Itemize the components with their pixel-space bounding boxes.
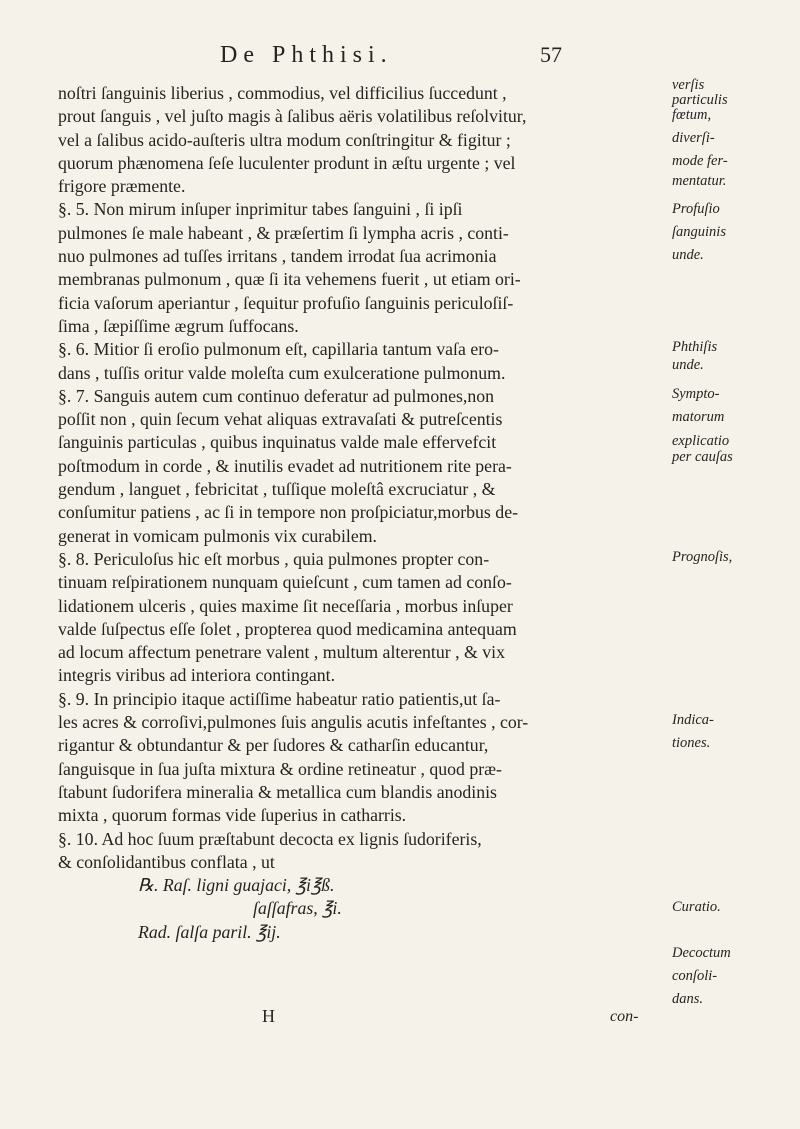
margin-note: conſoli- [672,968,718,984]
recipe-line [58,897,688,920]
margin-note: Sympto- [672,386,720,402]
text-line: tinuam reſpirationem nunquam quieſcunt , cum tamen ad conſo- [58,572,512,593]
text-line: quorum phænomena ſeſe luculenter produnt in æſtu urgente ; vel [58,152,516,173]
text-line: vel a ſalibus acido-auſteris ultra modum conſtringitur & figitur ; [58,129,511,150]
margin-note: tiones. [672,735,711,751]
text-line: §. 8. Periculoſus hic eſt morbus , quia pulmones propter con- [58,548,490,569]
text-line: §. 10. Ad hoc ſuum præſtabunt decocta ex lignis ſudoriferis, [58,828,482,849]
text-line: rigantur & obtundantur & per ſudores & catharſin educantur, [58,735,489,756]
text-line: gendum , languet , febricitat , tuſſique moleſtâ excruciatur , & [58,479,496,500]
margin-note: Phthiſis [672,339,718,355]
recipe-item: ℞. Raſ. ligni guajaci, ℥i℥ß. [138,875,335,896]
text-line: ficia vaſorum aperiantur , ſequitur profuſio ſanguinis periculoſiſ- [58,292,514,313]
margin-note: explicatio [672,433,730,449]
running-header [0,42,800,82]
text-line: prout ſanguis , vel juſto magis à ſalibus aëris volatilibus reſolvitur, [58,106,527,127]
text-line: ſima , ſæpiſſime ægrum ſuffocans. [58,315,299,336]
margin-note: mentatur. [672,173,727,189]
margin-note: Prognoſis, [672,549,733,565]
margin-note: verſis [672,77,705,93]
margin-note: particulis [672,92,728,108]
text-line: nuo pulmones ad tuſſes irritans , tandem irrodat ſua acrimonia [58,246,497,267]
margin-note: dans. [672,991,704,1007]
recipe-item: Rad. ſalſa paril. ℥ij. [138,921,281,942]
margin-note: matorum [672,409,725,425]
text-line: ad locum affectum penetrare valent , multum alterentur , & vix [58,642,506,663]
margin-note: unde. [672,247,704,263]
running-title: De Phthisi. [220,42,393,68]
main-text [58,82,688,944]
text-line: membranas pulmonum , quæ ſi ita vehemens fuerit , ut etiam ori- [58,269,521,290]
margin-note: fœtum, [672,107,712,123]
margin-note: per cauſas [672,449,733,465]
text-line: lidationem ulceris , quies maxime ſit neceſſaria , morbus inſuper [58,595,513,616]
text-line: frigore præmente. [58,176,186,197]
text-line: conſumitur patiens , ac ſi in tempore non proſpiciatur,morbus de- [58,502,519,523]
text-line: poſſit non , quin ſecum vehat aliquas extravaſati & putreſcentis [58,409,503,430]
margin-note: Curatio. [672,899,721,915]
text-line: dans , tuſſis oritur valde moleſta cum exulceratione pulmonum. [58,362,506,383]
margin-note: Indica- [672,712,714,728]
text-line: ſtabunt ſudorifera mineralia & metallica cum blandis anodinis [58,781,497,802]
signature-mark: H [262,1006,275,1026]
page-number: 57 [540,42,562,67]
text-line: valde ſuſpectus eſſe ſolet , propterea quod medicamina antequam [58,618,517,639]
recipe-line [58,921,688,944]
margin-note: mode fer- [672,153,728,169]
text-line: ſanguinis particulas , quibus inquinatus valde male effervefcit [58,432,497,453]
margin-note: Profuſio [672,201,720,217]
text-line: generat in vomicam pulmonis vix curabilem. [58,525,377,546]
catchword: con- [610,1008,639,1025]
text-line: les acres & corroſivi,pulmones ſuis angulis acutis infeſtantes , cor- [58,712,529,733]
text-line: §. 9. In principio itaque actiſſime habeatur ratio patientis,ut ſa- [58,688,501,709]
text-line: mixta , quorum formas vide ſuperius in catharris. [58,805,407,826]
margin-note: diverſi- [672,130,715,146]
text-line: ſanguisque in ſua juſta mixtura & ordine retineatur , quod præ- [58,758,502,779]
text-line: §. 6. Mitior ſi eroſio pulmonum eſt, capillaria tantum vaſa ero- [58,339,499,360]
recipe-line [58,874,688,897]
margin-note: unde. [672,357,704,373]
text-line: §. 7. Sanguis autem cum continuo deferatur ad pulmones,non [58,385,495,406]
text-line: poſtmodum in corde , & inutilis evadet ad nutritionem rite pera- [58,455,512,476]
text-line: & conſolidantibus conflata , ut [58,851,275,872]
margin-note: Decoctum [672,945,731,961]
text-line: noſtri ſanguinis liberius , commodius, vel difficilius ſuccedunt , [58,83,507,103]
text-line: integris viribus ad interiora contingant. [58,665,336,686]
text-line: pulmones ſe male habeant , & præſertim ſi lympha acris , conti- [58,222,509,243]
margin-note: ſanguinis [672,224,726,240]
text-line: §. 5. Non mirum inſuper inprimitur tabes ſanguini , ſi ipſi [58,199,463,220]
recipe-item: ſaſſafras, ℥i. [253,898,342,919]
